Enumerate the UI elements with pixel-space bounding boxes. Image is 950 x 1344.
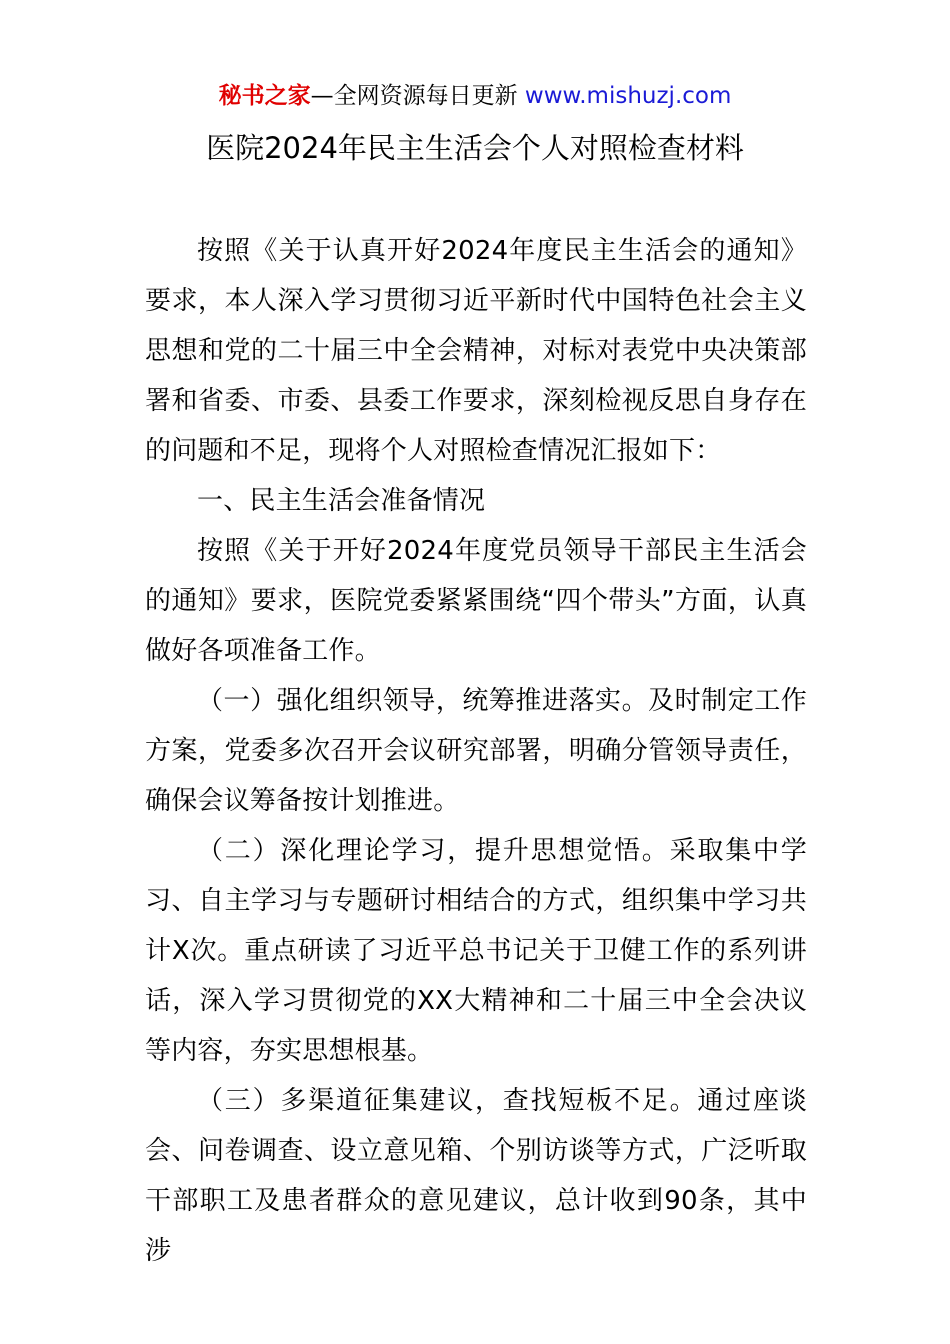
document-title: 医院2024年民主生活会个人对照检查材料 (206, 131, 744, 165)
paragraph-item-1: （一）强化组织领导，统筹推进落实。及时制定工作方案，党委多次召开会议研究部署，明确分管领导责任，确保会议筹备按计划推进。 (145, 686, 807, 816)
document-body (145, 226, 807, 1276)
paragraph-preparation: 按照《关于开好2024年度党员领导干部民主生活会的通知》要求，医院党委紧紧围绕“四个带头”方面，认真做好各项准备工作。 (145, 536, 807, 666)
site-brand: 秘书之家 (218, 83, 311, 109)
paragraph-intro: 按照《关于认真开好2024年度民主生活会的通知》要求，本人深入学习贯彻习近平新时代中国特色社会主义思想和党的二十届三中全会精神，对标对表党中央决策部署和省委、市委、县委工作要求，深刻检视反思自身存在的问题和不足，现将个人对照检查情况汇报如下： (145, 236, 807, 466)
paragraph-item-3: （三）多渠道征集建议，查找短板不足。通过座谈会、问卷调查、设立意见箱、个别访谈等方式，广泛听取干部职工及患者群众的意见建议，总计收到90条，其中涉 (145, 1086, 807, 1266)
paragraph-item-2: （二）深化理论学习，提升思想觉悟。采取集中学习、自主学习与专题研讨相结合的方式，组织集中学习共计X次。重点研读了习近平总书记关于卫健工作的系列讲话，深入学习贯彻党的XX大精神和二十届三中全会决议等内容，夯实思想根基。 (145, 836, 807, 1066)
site-header (0, 80, 950, 112)
section-heading-preparation: 一、民主生活会准备情况 (197, 486, 486, 516)
site-tagline: —全网资源每日更新 (310, 83, 525, 109)
site-url-link[interactable]: www.mishuzj.com (524, 83, 732, 109)
